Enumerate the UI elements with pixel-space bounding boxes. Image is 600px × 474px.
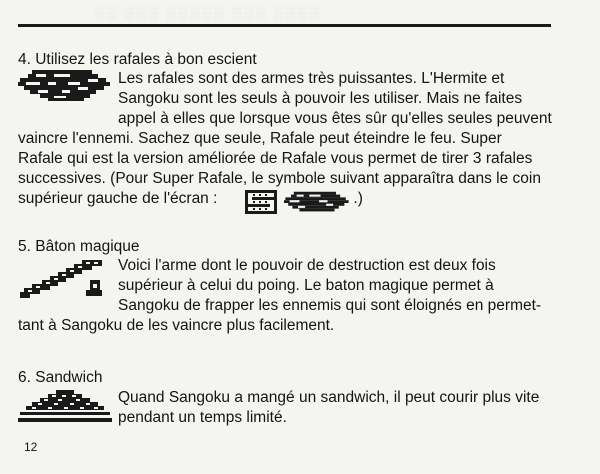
sandwich-sprite-icon bbox=[18, 388, 112, 424]
body-line: successives. (Pour Super Rafale, le symbole suivant apparaîtra dans le coin bbox=[18, 170, 541, 187]
super-s-icon bbox=[245, 190, 277, 214]
body-line: Voici l'arme dont le pouvoir de destruction est deux fois bbox=[118, 257, 496, 274]
body-line: Sangoku de frapper les ennemis qui sont éloignés en permet- bbox=[118, 297, 542, 314]
section-heading: 4. Utilisez les rafales à bon escient bbox=[18, 51, 257, 68]
body-line: Rafale qui est la version améliorée de Rafale vous permet de tirer 3 rafales bbox=[18, 150, 533, 167]
page-number: 12 bbox=[24, 440, 38, 454]
section-heading: 6. Sandwich bbox=[18, 369, 103, 386]
body-line: pendant un temps limité. bbox=[118, 409, 287, 426]
body-line: Sangoku sont les seuls à pouvoir les utiliser. Mais ne faites bbox=[118, 90, 523, 107]
section-heading: 5. Bâton magique bbox=[18, 238, 140, 255]
magic-staff-sprite-icon bbox=[20, 258, 106, 300]
rafale-sprite-icon bbox=[284, 190, 350, 216]
body-line: vaincre l'ennemi. Sachez que seule, Rafale peut éteindre le feu. Super bbox=[18, 130, 502, 147]
body-line: appel à elles que lorsque vous êtes sûr qu'elles seules peuvent bbox=[118, 110, 552, 127]
body-line: Les rafales sont des armes très puissantes. L'Hermite et bbox=[118, 70, 505, 87]
body-line: supérieur à celui du poing. Le baton magique permet à bbox=[118, 277, 494, 294]
body-line: tant à Sangoku de les vaincre plus facilement. bbox=[18, 317, 335, 334]
body-line-start: supérieur gauche de l'écran : bbox=[18, 190, 218, 207]
bleed-through-text: ▒▒ ▒▒▒ ▒▒▒▒▒ ▒▒▒ ▒▒▒▒ bbox=[95, 4, 322, 20]
body-line: Quand Sangoku a mangé un sandwich, il peut courir plus vite bbox=[118, 389, 540, 406]
body-line-end: .) bbox=[353, 190, 363, 207]
top-rule bbox=[18, 24, 551, 27]
rafale-sprite-icon bbox=[18, 68, 112, 104]
